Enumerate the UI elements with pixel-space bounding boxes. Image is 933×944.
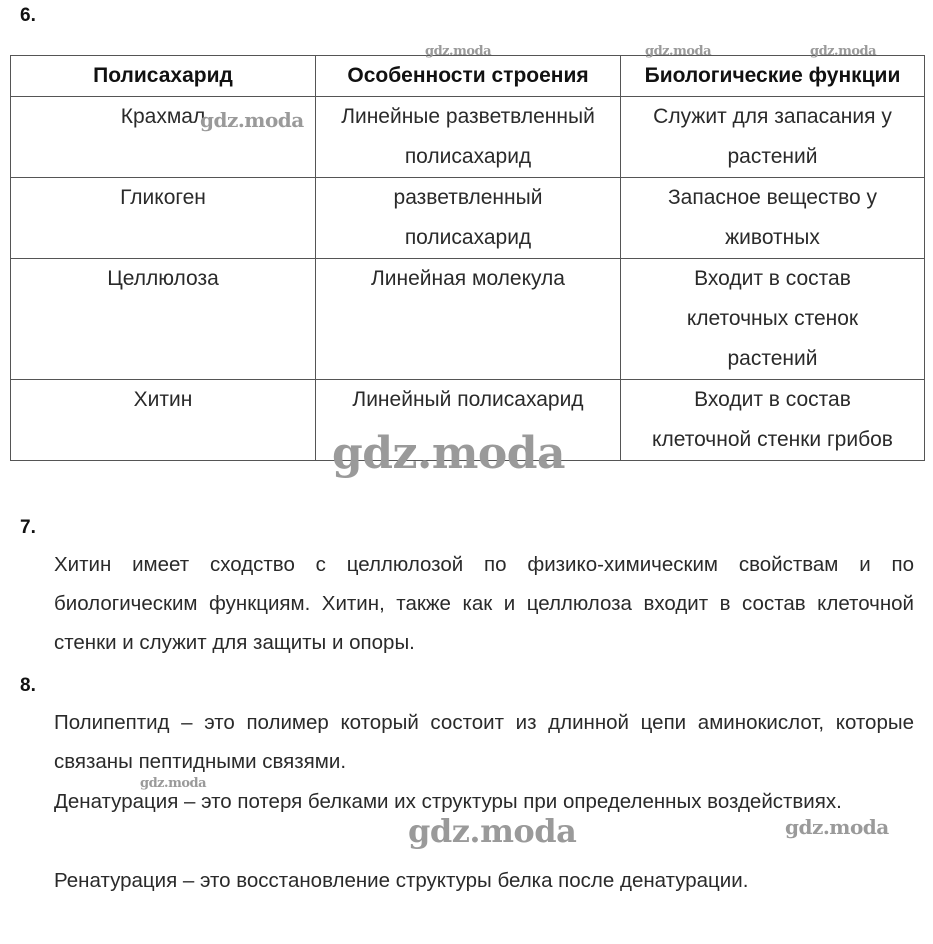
polysaccharide-table (10, 55, 925, 461)
watermark: gdz.moda (645, 44, 712, 59)
cell-function: Служит для запасания у растений (621, 97, 925, 178)
section-number-8: 8. (20, 675, 36, 696)
section-number-6: 6. (20, 5, 36, 26)
watermark: gdz.moda (332, 428, 566, 479)
cell-name: Гликоген (11, 178, 316, 259)
cell-function: Входит в состав клеточной стенки грибов (621, 380, 925, 461)
polypeptide-definition: Полипептид – это полимер который состоит из длинной цепи аминокислот, которые связаны пептидными связями. (54, 711, 914, 773)
cell-function: Входит в состав клеточных стенок растений (621, 259, 925, 380)
header-structure: Особенности строения (316, 56, 621, 97)
denaturation-definition: Денатурация – это потеря белками их структуры при определенных воздействиях. (54, 790, 842, 813)
section-number-7: 7. (20, 517, 36, 538)
cell-name: Хитин (11, 380, 316, 461)
cell-structure: Линейная молекула (316, 259, 621, 380)
table-header-row (11, 56, 925, 97)
watermark: gdz.moda (408, 812, 577, 850)
watermark: gdz.moda (425, 44, 492, 59)
cell-structure: Линейные разветвленный полисахарид (316, 97, 621, 178)
watermark: gdz.moda (810, 44, 877, 59)
watermark: gdz.moda (785, 815, 889, 839)
header-polysaccharide: Полисахарид (11, 56, 316, 97)
cell-structure: разветвленный полисахарид (316, 178, 621, 259)
table-row (11, 97, 925, 178)
table-row (11, 380, 925, 461)
answer-7-text: Хитин имеет сходство с целлюлозой по физико-химическим свойствам и по биологическим функциям. Хитин, также как и целлюлоза входит в состав клеточной стенки и служит для защиты и опоры. (54, 553, 914, 654)
table-row (11, 178, 925, 259)
cell-function: Запасное вещество у животных (621, 178, 925, 259)
renaturation-definition: Ренатурация – это восстановление структуры белка после денатурации. (54, 869, 749, 892)
cell-structure: Линейный полисахарид (316, 380, 621, 461)
header-functions: Биологические функции (621, 56, 925, 97)
table-row (11, 259, 925, 380)
cell-name: Целлюлоза (11, 259, 316, 380)
watermark: gdz.moda (140, 776, 207, 791)
watermark: gdz.moda (200, 108, 304, 132)
cell-name: Крахмал (11, 97, 316, 178)
